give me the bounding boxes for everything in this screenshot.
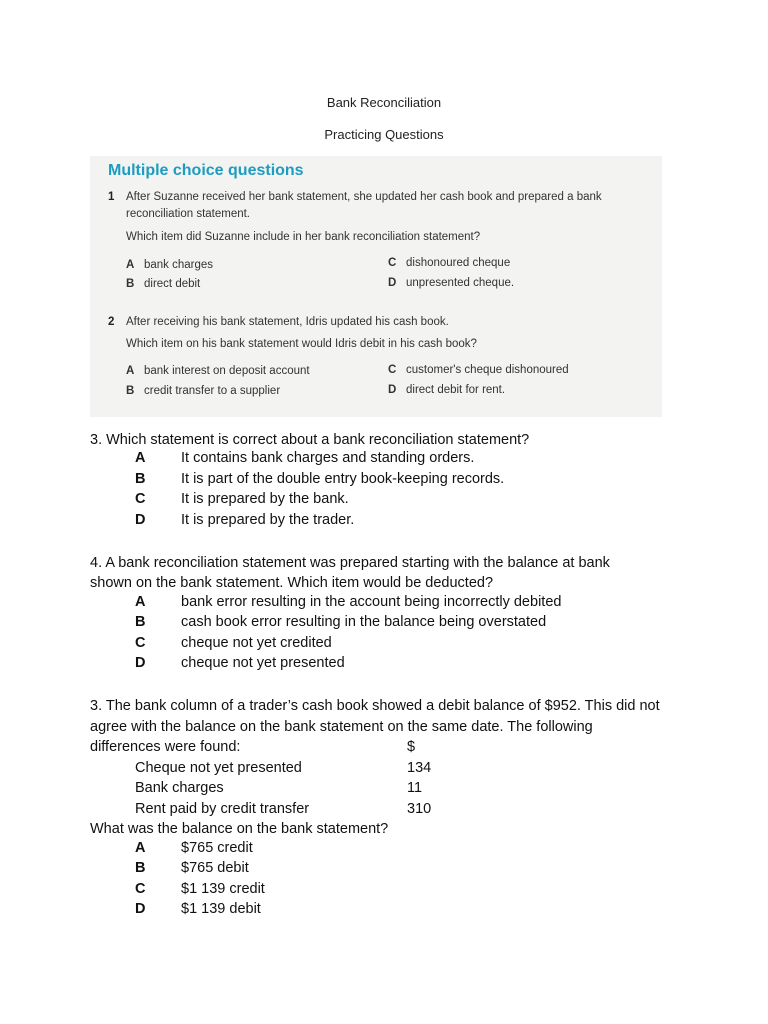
question-5-line3: differences were found: — [90, 739, 241, 755]
q4-option-d-text: cheque not yet presented — [181, 655, 345, 671]
q4-option-a-letter: A — [135, 594, 146, 610]
q3-option-d-text: It is prepared by the trader. — [181, 512, 355, 528]
excerpt-q2-line2: Which item on his bank statement would Idris debit in his cash book? — [126, 338, 477, 350]
difference-amount-2: 11 — [407, 780, 423, 796]
excerpt-q1-number: 1 — [108, 191, 115, 203]
question-4-line1: 4. A bank reconciliation statement was prepared starting with the balance at bank — [90, 555, 610, 571]
q4-option-c-text: cheque not yet credited — [181, 635, 332, 651]
excerpt-heading: Multiple choice questions — [108, 162, 304, 179]
document-title: Bank Reconciliation — [326, 95, 442, 110]
excerpt-q1-line2: reconciliation statement. — [126, 208, 251, 220]
excerpt-q2-option-b: B credit transfer to a supplier — [126, 385, 281, 397]
excerpt-q1-option-b: B direct debit — [126, 278, 201, 290]
q4-option-a-text: bank error resulting in the account being incorrectly debited — [181, 594, 562, 610]
excerpt-q1-option-c: C dishonoured cheque — [388, 257, 511, 269]
document-subtitle: Practicing Questions — [324, 127, 444, 142]
question-5-line2: agree with the balance on the bank statement on the same date. The following — [90, 719, 593, 735]
q5-option-a-letter: A — [135, 840, 146, 856]
q3-option-b-text: It is part of the double entry book-keeping records. — [181, 471, 505, 487]
q4-option-c-letter: C — [135, 635, 146, 651]
excerpt-q1-option-a: A bank charges — [126, 259, 214, 271]
excerpt-q2-option-a: A bank interest on deposit account — [126, 365, 310, 377]
question-3-text: 3. Which statement is correct about a bank reconciliation statement? — [90, 432, 530, 448]
q3-option-a-text: It contains bank charges and standing orders. — [181, 450, 475, 466]
excerpt-q2-option-d: D direct debit for rent. — [388, 384, 506, 396]
q3-option-d-letter: D — [135, 512, 146, 528]
textbook-excerpt-image — [90, 156, 662, 417]
q4-option-b-text: cash book error resulting in the balance being overstated — [181, 614, 547, 630]
excerpt-q2-line1: After receiving his bank statement, Idris updated his cash book. — [126, 316, 449, 328]
q5-option-b-letter: B — [135, 860, 146, 876]
excerpt-q2-option-c: C customer's cheque dishonoured — [388, 364, 569, 376]
difference-label-2: Bank charges — [135, 780, 224, 796]
excerpt-q1-line3: Which item did Suzanne include in her bank reconciliation statement? — [126, 231, 481, 243]
excerpt-q1-option-d: D unpresented cheque. — [388, 277, 515, 289]
difference-amount-1: 134 — [407, 760, 432, 776]
q4-option-b-letter: B — [135, 614, 146, 630]
amount-currency-header: $ — [407, 739, 416, 755]
q5-option-d-text: $1 139 debit — [181, 901, 261, 917]
excerpt-q2-number: 2 — [108, 316, 115, 328]
excerpt-q1-line1: After Suzanne received her bank statement, she updated her cash book and prepared a bank — [126, 191, 602, 203]
q5-option-d-letter: D — [135, 901, 146, 917]
q5-option-c-letter: C — [135, 881, 146, 897]
q5-option-b-text: $765 debit — [181, 860, 249, 876]
q5-option-c-text: $1 139 credit — [181, 881, 265, 897]
q3-option-b-letter: B — [135, 471, 146, 487]
q3-option-c-letter: C — [135, 491, 146, 507]
question-5-line1: 3. The bank column of a trader’s cash book showed a debit balance of $952. This did not — [90, 698, 660, 714]
difference-amount-3: 310 — [407, 801, 432, 817]
q3-option-c-text: It is prepared by the bank. — [181, 491, 349, 507]
question-4-line2: shown on the bank statement. Which item would be deducted? — [90, 575, 494, 591]
question-5-prompt: What was the balance on the bank statement? — [90, 821, 389, 837]
difference-label-1: Cheque not yet presented — [135, 760, 302, 776]
q4-option-d-letter: D — [135, 655, 146, 671]
q3-option-a-letter: A — [135, 450, 146, 466]
q5-option-a-text: $765 credit — [181, 840, 253, 856]
difference-label-3: Rent paid by credit transfer — [135, 801, 310, 817]
